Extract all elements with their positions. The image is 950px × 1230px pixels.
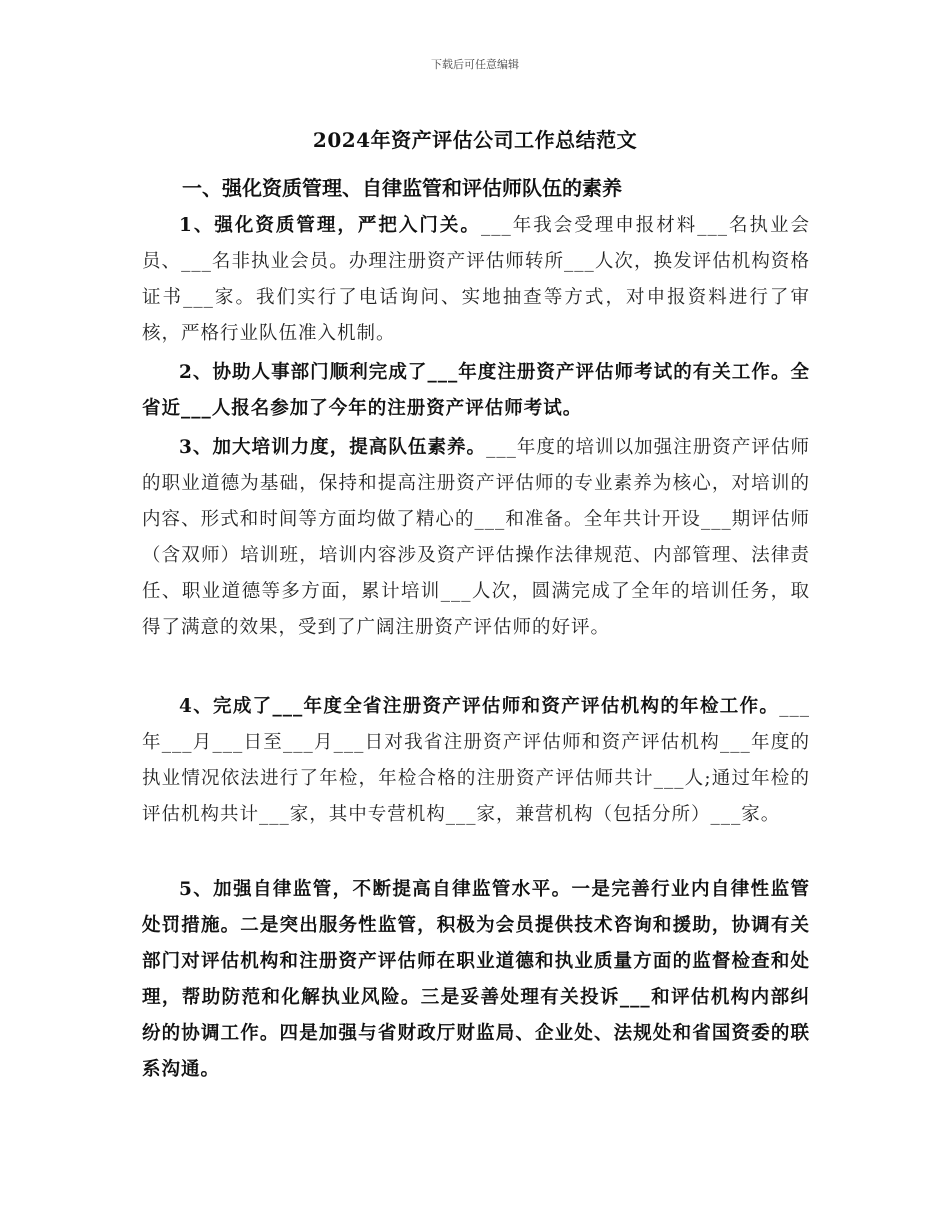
paragraph-5 bbox=[142, 872, 810, 1088]
paragraph-3-text: ___年度的培训以加强注册资产评估师的职业道德为基础，保持和提高注册资产评估师的专业素养为核心，对培训的内容、形式和时间等方面均做了精心的___和准备。全年共计开设___期评估师（含双师）培训班，培训内容涉及资产评估操作法律规范、内部管理、法律责任、职业道德等多方面，累计培训___人次，圆满完成了全年的培训任务，取得了满意的效果，受到了广阔注册资产评估师的好评。 bbox=[142, 437, 810, 638]
paragraph-5-text: 5、加强自律监管，不断提高自律监管水平。一是完善行业内自律性监管处罚措施。二是突出服务性监管，积极为会员提供技术咨询和援助，协调有关部门对评估机构和注册资产评估师在职业道德和执业质量方面的监督检查和处理，帮助防范和化解执业风险。三是妥善处理有关投诉___和评估机构内部纠纷的协调工作。四是加强与省财政厅财监局、企业处、法规处和省国资委的联系沟通。 bbox=[142, 879, 810, 1080]
page-header: 下载后可任意编辑 bbox=[431, 58, 519, 71]
paragraph-1-lead: 1、强化资质管理，严把入门关。 bbox=[179, 215, 481, 236]
paragraph-1-text: ___年我会受理申报材料___名执业会员、___名非执业会员。办理注册资产评估师转所___人次，换发评估机构资格证书___家。我们实行了电话询问、实地抽查等方式，对申报资料进行了审核，严格行业队伍准入机制。 bbox=[142, 215, 810, 344]
document-title: 2024年资产评估公司工作总结范文 bbox=[312, 128, 638, 152]
paragraph-3-lead: 3、加大培训力度，提高队伍素养。 bbox=[179, 437, 487, 458]
paragraph-2 bbox=[142, 355, 810, 427]
paragraph-3 bbox=[142, 430, 810, 646]
paragraph-2-text: 2、协助人事部门顺利完成了___年度注册资产评估师考试的有关工作。全省近___人报名参加了今年的注册资产评估师考试。 bbox=[142, 362, 810, 419]
section-heading-text: 一、强化资质管理、自律监管和评估师队伍的素养 bbox=[182, 176, 622, 200]
paragraph-4-text: ___年___月___日至___月___日对我省注册资产评估师和资产评估机构___年度的执业情况依法进行了年检，年检合格的注册资产评估师共计___人;通过年检的评估机构共计___家，其中专营机构___家，兼营机构（包括分所）___家。 bbox=[142, 696, 810, 825]
section-heading bbox=[142, 170, 818, 206]
paragraph-4-lead: 4、完成了___年度全省注册资产评估师和资产评估机构的年检工作。 bbox=[179, 696, 780, 717]
paragraph-1 bbox=[142, 208, 810, 352]
paragraph-4 bbox=[142, 689, 810, 833]
